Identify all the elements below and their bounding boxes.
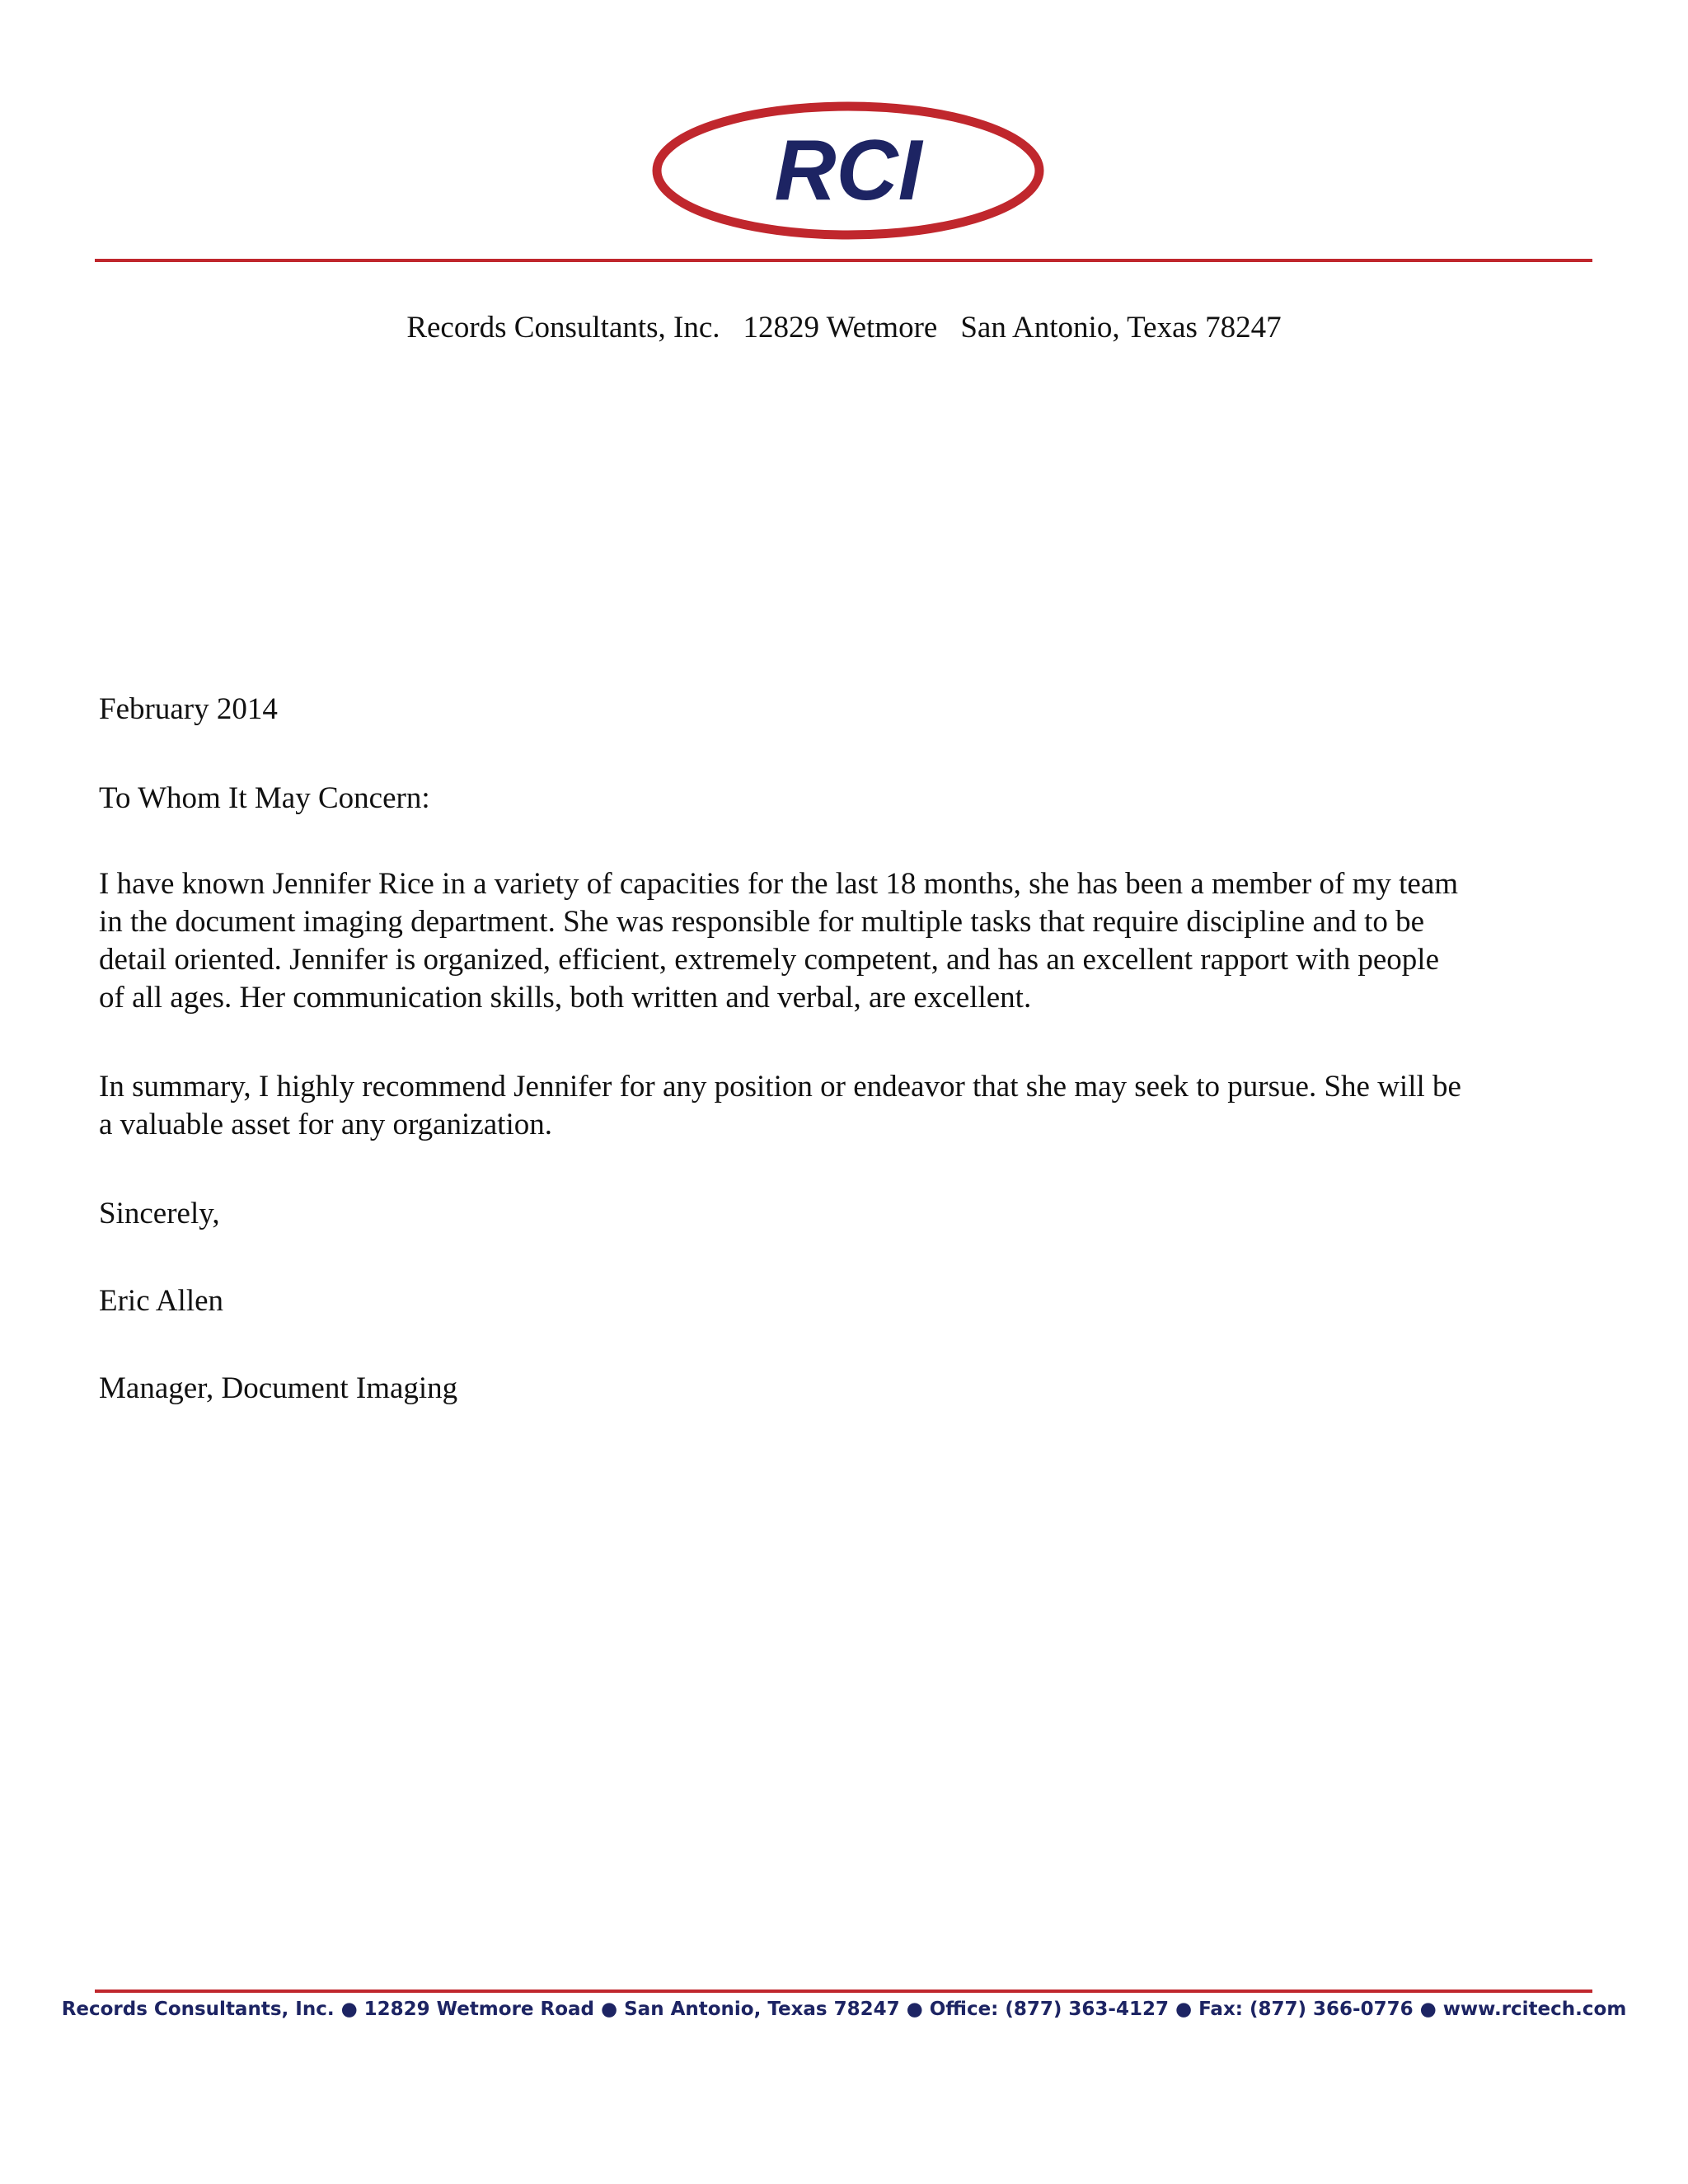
paragraph-line: In summary, I highly recommend Jennifer for any position or endeavor that she may seek to pursue. She will be bbox=[99, 1070, 1461, 1104]
letter-closing: Sincerely, bbox=[99, 1197, 220, 1230]
paragraph-line: of all ages. Her communication skills, both written and verbal, are excellent. bbox=[99, 981, 1032, 1015]
rci-logo bbox=[651, 99, 1045, 243]
letter-paragraph-2 bbox=[99, 1068, 1591, 1144]
rci-logo-text: RCI bbox=[774, 123, 922, 218]
letterhead-street: 12829 Wetmore bbox=[743, 311, 938, 344]
header-rule bbox=[95, 259, 1592, 262]
letter-salutation: To Whom It May Concern: bbox=[99, 781, 430, 815]
footer-rule bbox=[95, 1990, 1592, 1993]
letterhead-company: Records Consultants, Inc. bbox=[406, 311, 720, 344]
signer-title: Manager, Document Imaging bbox=[99, 1371, 458, 1405]
letterhead-city: San Antonio, Texas 78247 bbox=[960, 311, 1282, 344]
paragraph-line: in the document imaging department. She was responsible for multiple tasks that require discipline and to be bbox=[99, 905, 1425, 939]
paragraph-line: I have known Jennifer Rice in a variety of capacities for the last 18 months, she has been a member of my team bbox=[99, 867, 1459, 901]
paragraph-line: detail oriented. Jennifer is organized, efficient, extremely competent, and has an excellent rapport with people bbox=[99, 943, 1440, 977]
letterhead-address bbox=[0, 310, 1688, 346]
letter-date: February 2014 bbox=[99, 692, 278, 726]
footer-contact: Records Consultants, Inc. ● 12829 Wetmore Road ● San Antonio, Texas 78247 ● Office: (877) 363-4127 ● Fax: (877) 366-0776 ● www.rcitech.com bbox=[61, 1999, 1627, 2020]
signer-name: Eric Allen bbox=[99, 1284, 224, 1318]
paragraph-line: a valuable asset for any organization. bbox=[99, 1108, 552, 1141]
letter-paragraph-1 bbox=[99, 865, 1591, 1017]
